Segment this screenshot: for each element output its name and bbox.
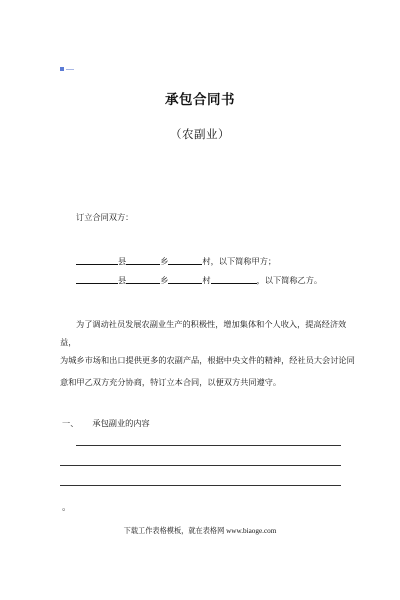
document-title: 承包合同书: [165, 92, 235, 108]
party-a-line: [76, 255, 276, 267]
party-b-extra-blank[interactable]: [211, 274, 257, 284]
party-b-county-label: 县: [118, 276, 127, 285]
preamble-line-1: 为了调动社员发展农副业生产的积极性，增加集体和个人收入，提高经济效: [76, 320, 347, 329]
party-a-suffix: 村，以下简称甲方；: [202, 257, 277, 266]
party-b-village-label: 村: [202, 276, 211, 285]
party-b-suffix: ，以下简称乙方。: [256, 276, 323, 285]
parties-intro: 订立合同双方：: [76, 213, 134, 222]
document-subtitle: （农副业）: [170, 129, 230, 141]
page-footer: 下载工作表格模板，就在表格网 www.biaoge.com: [123, 527, 277, 535]
preamble-line-3: 为城乡市场和出口提供更多的农副产品，根据中央文件的精神，经社员大会讨论同: [60, 356, 355, 365]
party-b-line: [76, 274, 322, 286]
party-a-township-label: 乡: [160, 257, 169, 266]
party-a-county-blank[interactable]: [76, 255, 118, 265]
section-1-heading: [62, 418, 150, 429]
trailing-mark: 。: [62, 502, 72, 512]
party-b-township-blank[interactable]: [126, 274, 160, 284]
party-a-county-label: 县: [118, 257, 127, 266]
corner-marker-icon: [60, 67, 74, 71]
party-b-county-blank[interactable]: [76, 274, 118, 284]
party-a-township-blank[interactable]: [126, 255, 160, 265]
content-blank-line-1[interactable]: [76, 445, 341, 446]
section-1-number: 一、: [62, 419, 79, 428]
content-blank-line-2[interactable]: [60, 465, 341, 466]
party-b-village-blank[interactable]: [168, 274, 202, 284]
preamble-line-2: 益，: [60, 338, 77, 347]
party-b-township-label: 乡: [160, 276, 169, 285]
section-1-title: 承包副业的内容: [92, 419, 150, 428]
preamble-line-4: 意和甲乙双方充分协商，特订立本合同，以便双方共同遵守。: [60, 378, 282, 387]
party-a-village-blank[interactable]: [168, 255, 202, 265]
content-blank-line-3[interactable]: [60, 485, 341, 486]
